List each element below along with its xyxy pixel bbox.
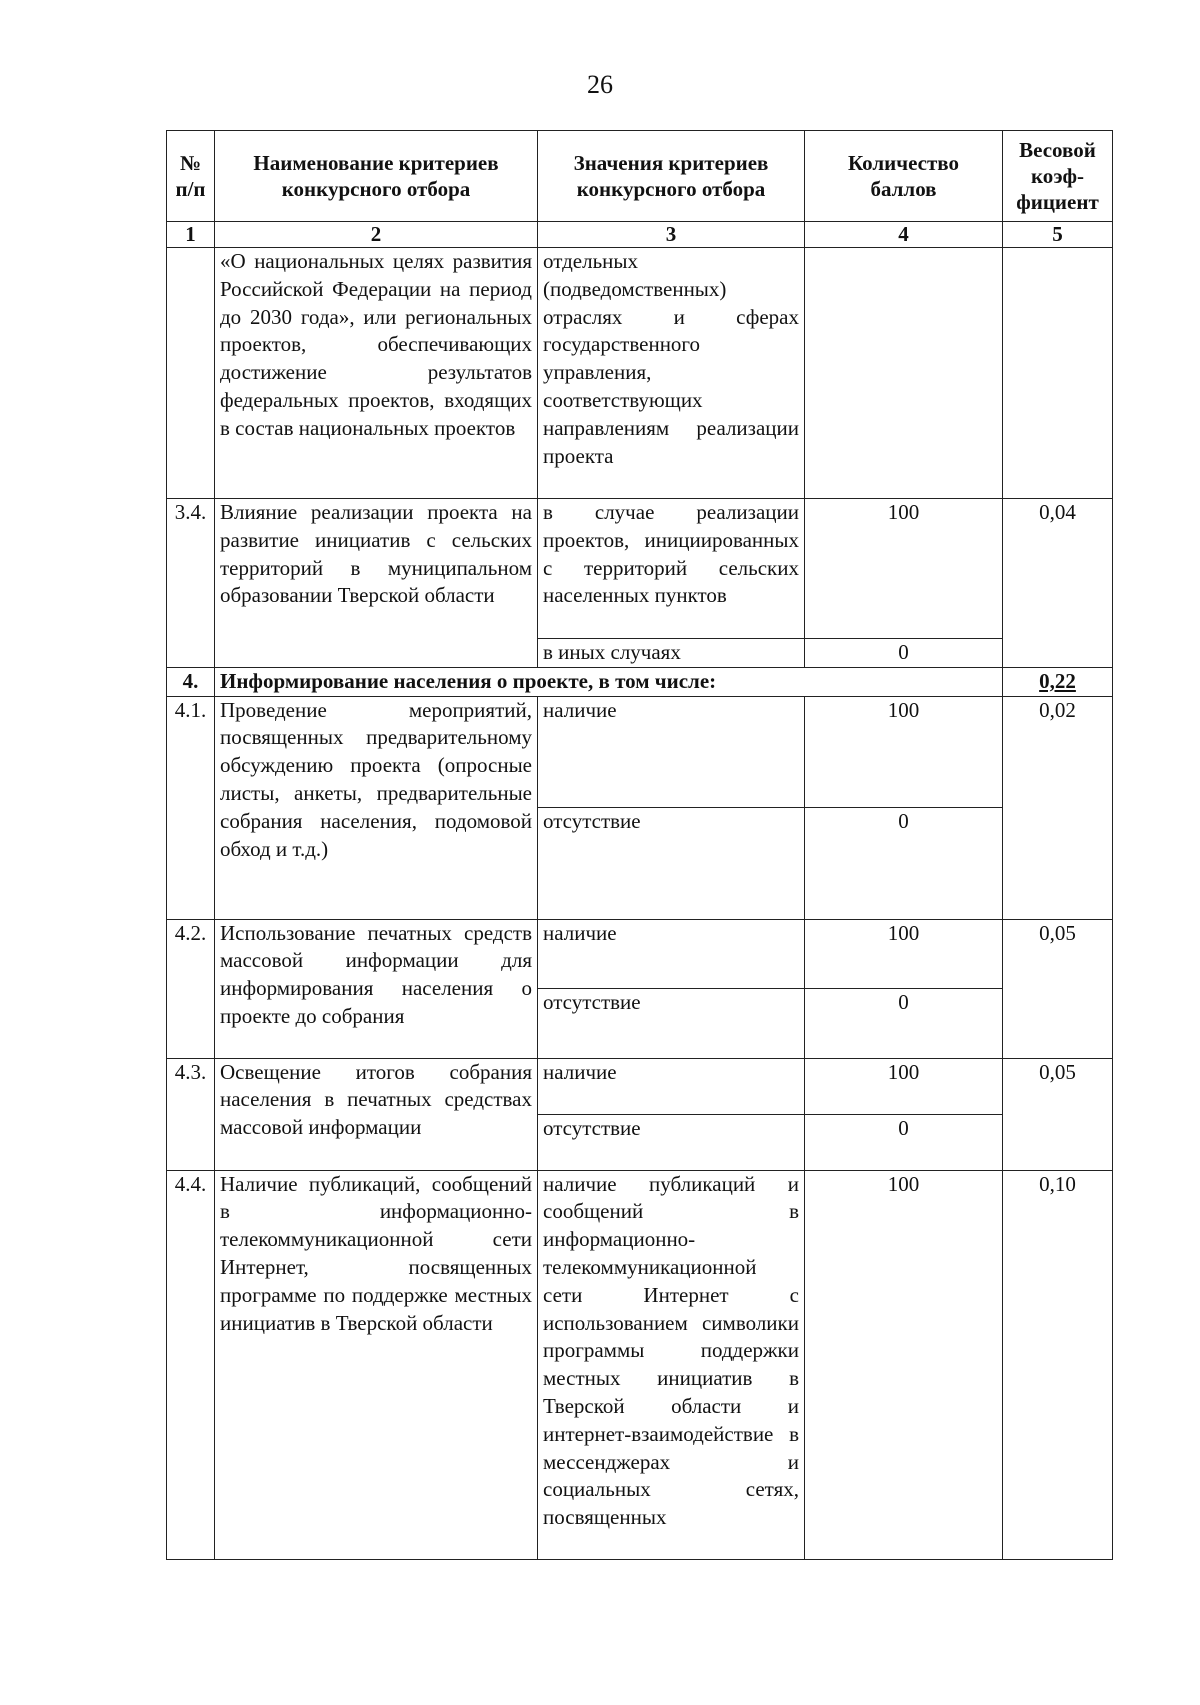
criterion-value: наличие публикаций и сообщений в информационно-телекоммуникационной сети Интернет с использованием символики программы поддержки местных инициатив в Тверской области и интернет-взаимодействие в мессенджерах и социальных сетях, посвященных bbox=[538, 1170, 805, 1559]
table-row bbox=[167, 499, 1113, 639]
criterion-value: в иных случаях bbox=[538, 639, 805, 668]
header-values: Значения критериев конкурсного отбора bbox=[538, 131, 805, 222]
criterion-name: «О национальных целях развития Российской Федерации на период до 2030 года», или региональных проектов, обеспечивающих достижение результатов федеральных проектов, входящих в состав национальных проектов bbox=[215, 248, 538, 499]
header-points: Количество баллов bbox=[805, 131, 1003, 222]
criterion-name: Использование печатных средств массовой информации для информирования населения о проекте до собрания bbox=[215, 919, 538, 1058]
column-number: 3 bbox=[538, 222, 805, 248]
header-weight: Весовой коэф-фициент bbox=[1003, 131, 1113, 222]
section-number: 4. bbox=[167, 667, 215, 696]
points-value: 0 bbox=[805, 639, 1003, 668]
row-number: 4.2. bbox=[167, 919, 215, 1058]
criterion-value: отдельных (подведомственных) отраслях и сферах государственного управления, соответствующих направлениям реализации проекта bbox=[538, 248, 805, 499]
criterion-name: Влияние реализации проекта на развитие инициатив с сельских территорий в муниципальном образовании Тверской области bbox=[215, 499, 538, 668]
criterion-value: отсутствие bbox=[538, 807, 805, 919]
criterion-value: наличие bbox=[538, 1058, 805, 1114]
criterion-value: отсутствие bbox=[538, 1114, 805, 1170]
header-name: Наименование критериев конкурсного отбора bbox=[215, 131, 538, 222]
criterion-value: в случае реализации проектов, инициированных с территорий сельских населенных пунктов bbox=[538, 499, 805, 639]
section-title: Информирование населения о проекте, в том числе: bbox=[215, 667, 1003, 696]
criterion-name: Проведение мероприятий, посвященных предварительному обсуждению проекта (опросные листы, анкеты, предварительные собрания населения, подомовой обход и т.д.) bbox=[215, 696, 538, 919]
header-num: № п/п bbox=[167, 131, 215, 222]
column-number: 1 bbox=[167, 222, 215, 248]
criterion-value: наличие bbox=[538, 919, 805, 988]
table-row bbox=[167, 1058, 1113, 1114]
row-number: 4.3. bbox=[167, 1058, 215, 1170]
points-value: 100 bbox=[805, 1170, 1003, 1559]
weight-value: 0,10 bbox=[1003, 1170, 1113, 1559]
points-value: 0 bbox=[805, 988, 1003, 1058]
points-value: 100 bbox=[805, 696, 1003, 807]
points-value: 0 bbox=[805, 1114, 1003, 1170]
column-number-row bbox=[167, 222, 1113, 248]
criterion-value: отсутствие bbox=[538, 988, 805, 1058]
column-number: 2 bbox=[215, 222, 538, 248]
row-number: 4.4. bbox=[167, 1170, 215, 1559]
points-value: 0 bbox=[805, 807, 1003, 919]
points-value: 100 bbox=[805, 499, 1003, 639]
criterion-name: Освещение итогов собрания населения в печатных средствах массовой информации bbox=[215, 1058, 538, 1170]
section-row bbox=[167, 667, 1113, 696]
weight-value: 0,05 bbox=[1003, 1058, 1113, 1170]
table-row bbox=[167, 919, 1113, 988]
table-row bbox=[167, 696, 1113, 807]
weight-value: 0,05 bbox=[1003, 919, 1113, 1058]
weight-value: 0,04 bbox=[1003, 499, 1113, 668]
header-row bbox=[167, 131, 1113, 222]
column-number: 4 bbox=[805, 222, 1003, 248]
criterion-name: Наличие публикаций, сообщений в информационно-телекоммуникационной сети Интернет, посвященных программе по поддержке местных инициатив в Тверской области bbox=[215, 1170, 538, 1559]
table-row bbox=[167, 1170, 1113, 1559]
row-number: 3.4. bbox=[167, 499, 215, 668]
criterion-value: наличие bbox=[538, 696, 805, 807]
column-number: 5 bbox=[1003, 222, 1113, 248]
row-number: 4.1. bbox=[167, 696, 215, 919]
section-weight: 0,22 bbox=[1003, 667, 1113, 696]
points-value: 100 bbox=[805, 1058, 1003, 1114]
points-value: 100 bbox=[805, 919, 1003, 988]
criteria-table bbox=[166, 130, 1113, 1560]
continuation-row bbox=[167, 248, 1113, 499]
weight-value: 0,02 bbox=[1003, 696, 1113, 919]
page-number: 26 bbox=[587, 70, 613, 99]
